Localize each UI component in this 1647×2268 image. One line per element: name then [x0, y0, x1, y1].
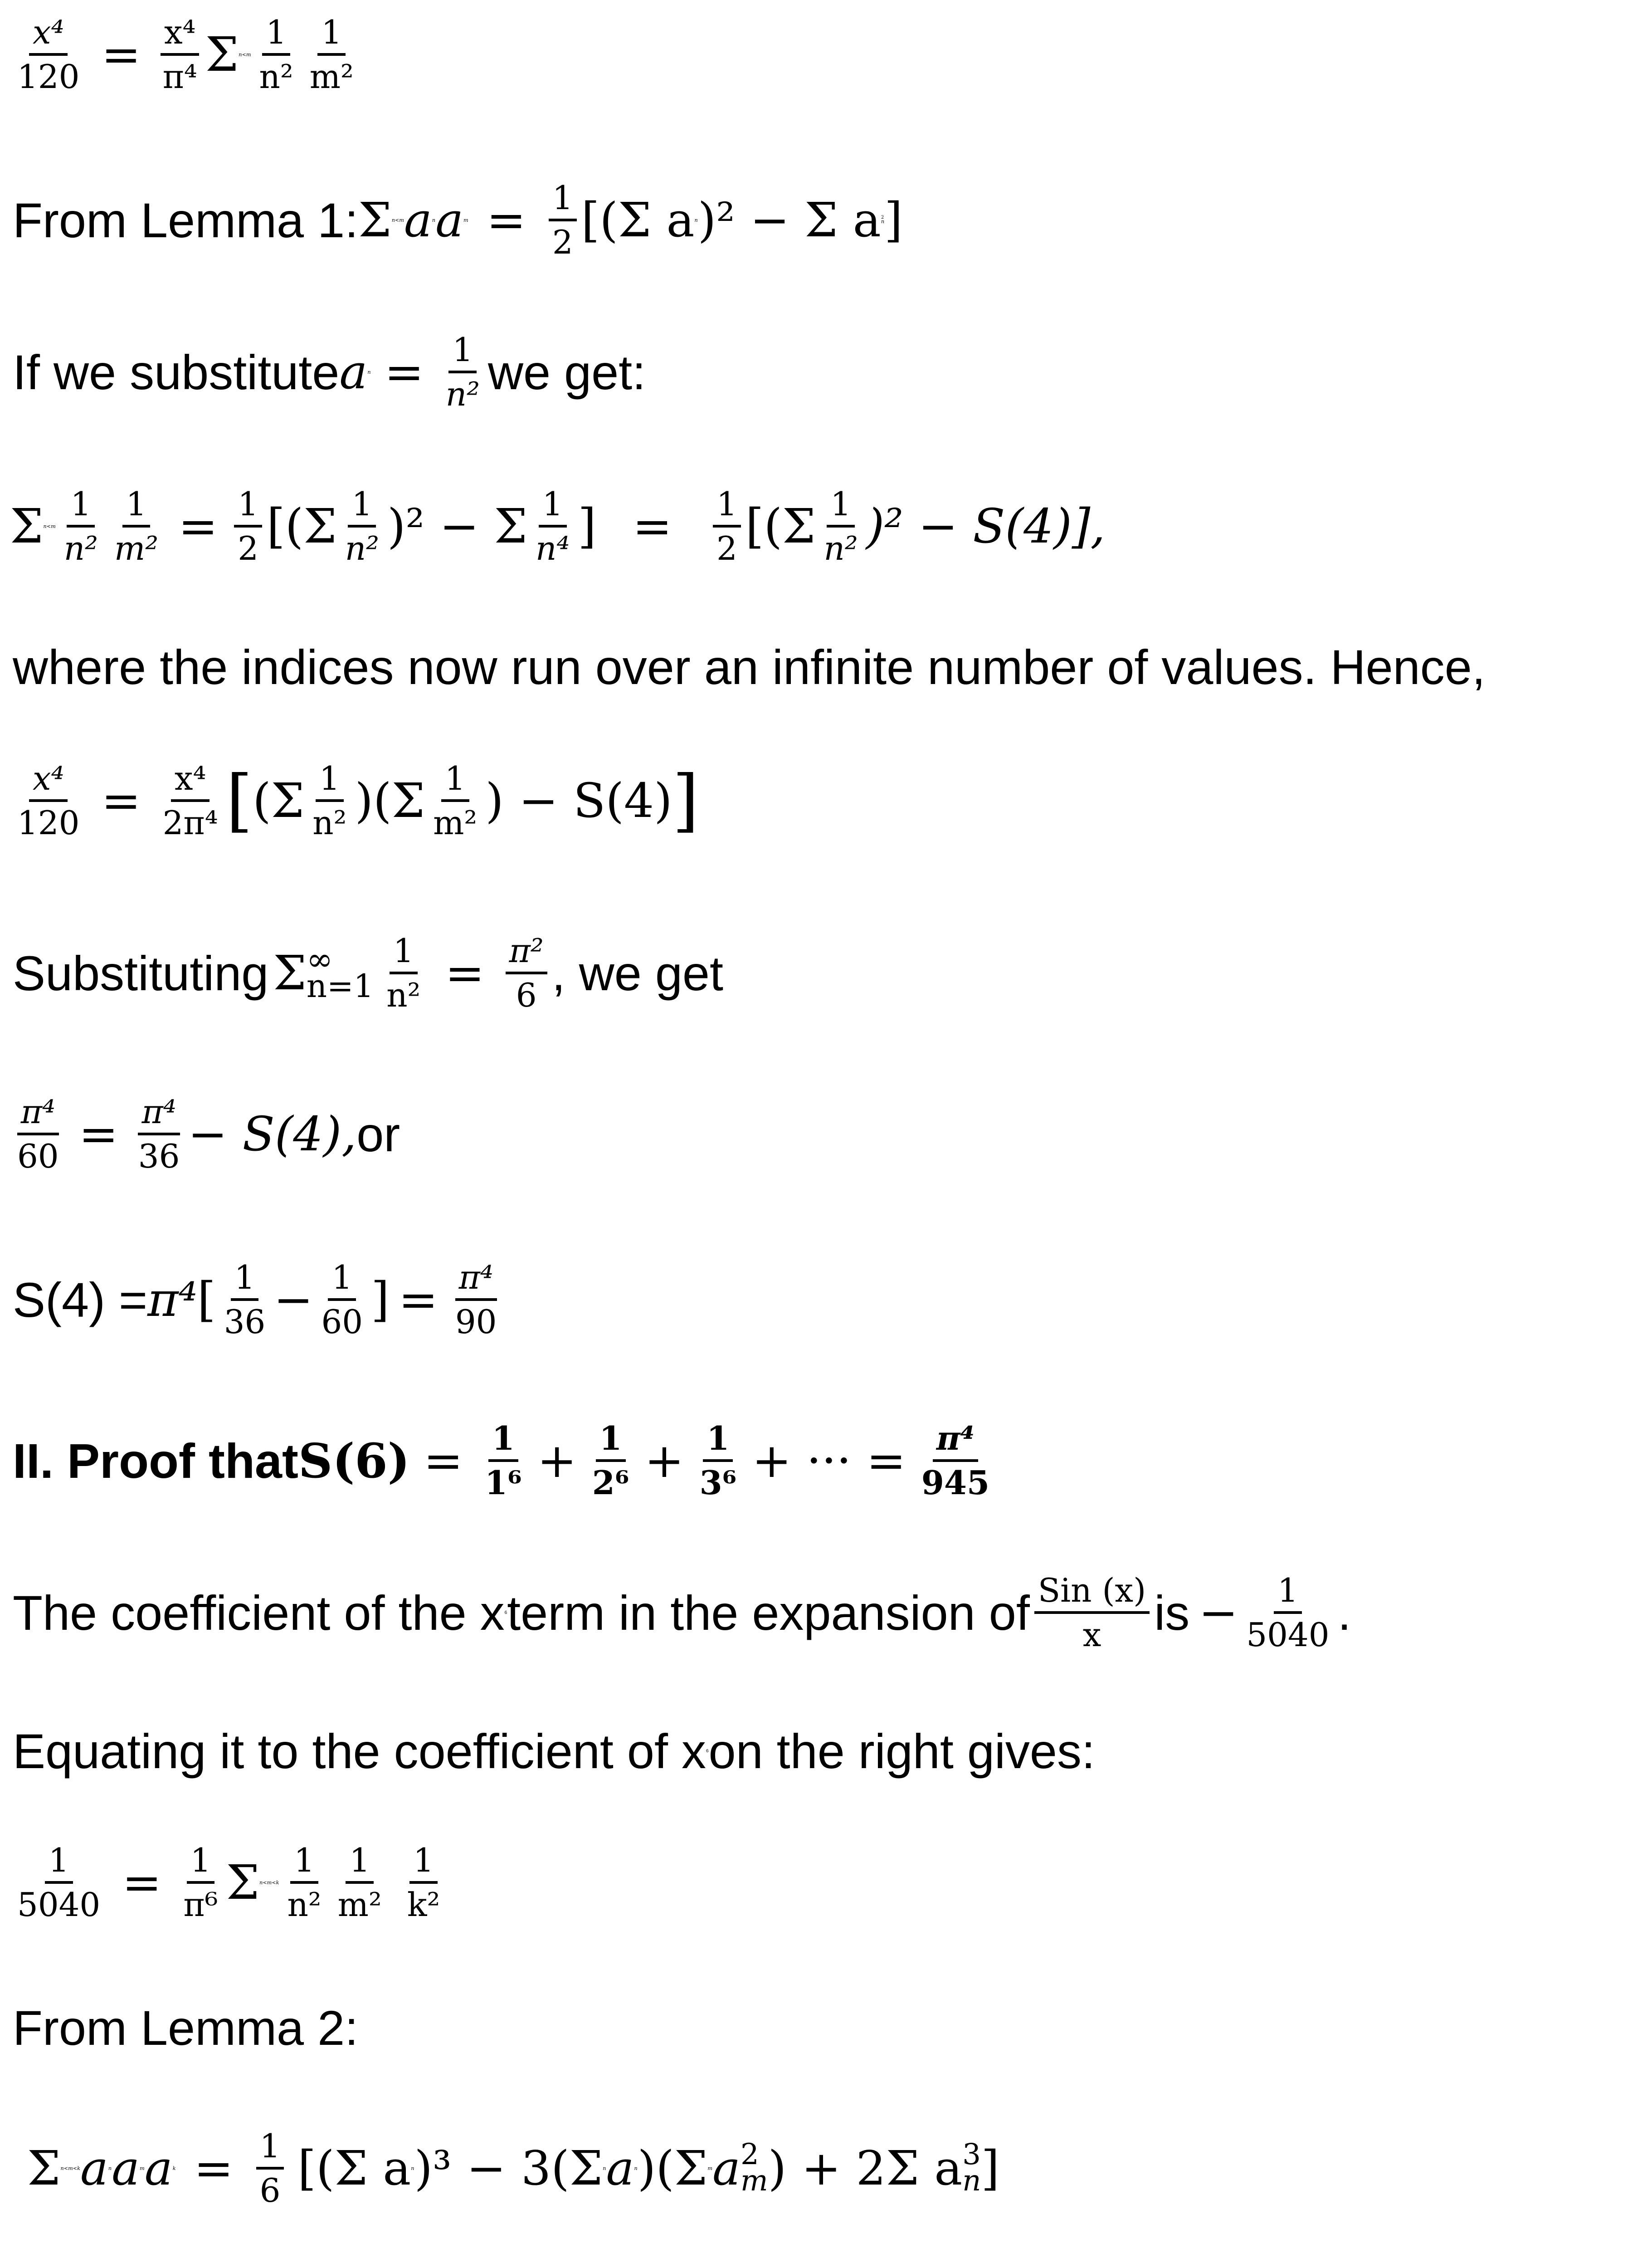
- paragraph-coefficient-x6: The coefficient of the x 6 term in the expansion of $\frac{\text{Sin (x)}}{x}$ is − $\frac{1}{5040}$ .: [13, 1571, 1351, 1654]
- paragraph-equating: Equating it to the coefficient of x 6 on the right gives:: [13, 1723, 1096, 1779]
- sigma-symbol: Σ: [205, 27, 239, 82]
- equation-x4-over-120: $\frac{\text{x⁴}}{120}$ = $\frac{\text{x⁴}}{\text{π⁴}}$ Σ n<m $\frac{1}{\text{n²}}$ $\frac{1}{\text{m²}}$: [9, 14, 1647, 95]
- section-2-heading: II. Proof that S(6) = $\frac{1}{\text{1⁶}}$ + $\frac{1}{\text{2⁶}}$ + $\frac{1}{\text{3⁶}}$ + ··· = $\frac{\text{π⁴}}{945}$: [13, 1419, 990, 1502]
- equation-x4-over-2pi4: $\frac{\text{x⁴}}{120}$ = $\frac{\text{x⁴}}{\text{2π⁴}}$ [ (Σ $\frac{1}{\text{n²}}$ )(Σ $\frac{1}{\text{m²}}$ ) − S(4) ]: [17, 759, 699, 842]
- substituting-zeta2: Substituting Σ ∞ n=1 $\frac{1}{\text{n²}}$ = $\frac{\text{π²}}{6}$ , we get: [13, 932, 723, 1014]
- lemma-2-heading: From Lemma 2:: [13, 2000, 359, 2055]
- substitute-line-1: If we substitute a n = $\frac{1}{\text{n²}}$ we get:: [13, 331, 646, 413]
- lemma-1-line: From Lemma 1: Σ n<m a n a m = $\frac{1}{2}$ [(Σ a n )² − Σ a 2 n ]: [13, 179, 903, 261]
- fraction: $\frac{\text{x⁴}}{120}$: [17, 13, 80, 96]
- equation-1-over-5040: $\frac{1}{5040}$ = $\frac{1}{\text{π⁶}}$ Σ n<m<k $\frac{1}{\text{n²}}$ $\frac{1}{\text{m²}}$ $\frac{1}{\text{k²}}$: [17, 1841, 440, 1924]
- equation-triple-sum: Σ n<m<k a n a m a k = $\frac{1}{6}$ [(Σ a n )³ − 3(Σ n a n )(Σ m a 2 m ) + 2Σ a 3 n ]: [27, 2127, 1000, 2209]
- equation-pi4-over-60: $\frac{\text{π⁴}}{60}$ = $\frac{\text{π⁴}}{36}$ − S(4), or: [17, 1093, 400, 1175]
- equation-S4-result: S(4) = π⁴ [ $\frac{1}{36}$ − $\frac{1}{60}$ ] = $\frac{\text{π⁴}}{90}$: [13, 1258, 497, 1341]
- equation-sum-n-less-m: Σ n<m $\frac{1}{\text{n²}}$ $\frac{1}{\text{m²}}$ = $\frac{1}{2}$ [(Σ $\frac{1}{\text{n²}}$ )² − Σ $\frac{1}{\text{n⁴}}$ ] = $\frac{1}{2}$ [(Σ $\frac{1}{\text{n²}}$ )² − S(4)],: [10, 485, 1106, 567]
- paragraph-infinite-indices: where the indices now run over an infinite number of values. Hence,: [13, 639, 1486, 694]
